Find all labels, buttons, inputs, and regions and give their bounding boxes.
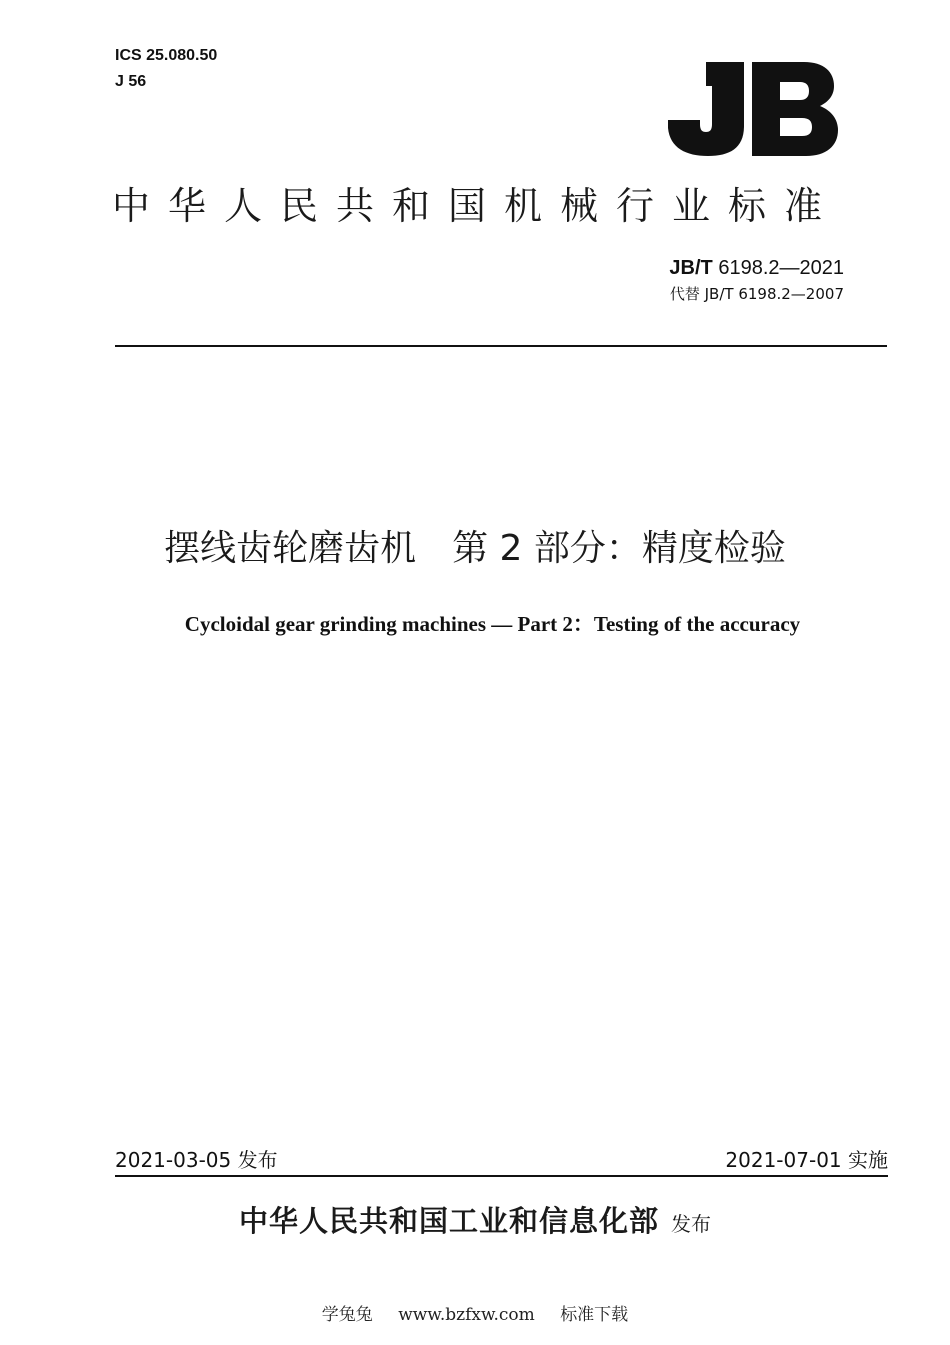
implementation-date: 2021-07-01 实施 <box>725 1148 888 1172</box>
publisher-suffix: 发布 <box>671 1212 711 1236</box>
jb-logo-graphic <box>664 44 844 164</box>
top-divider <box>115 345 887 347</box>
standard-number-value: 6198.2—2021 <box>712 257 844 279</box>
watermark <box>0 1303 950 1327</box>
watermark-url[interactable]: www.bzfxw.com <box>398 1305 535 1325</box>
publisher-name: 中华人民共和国工业和信息化部 <box>238 1204 659 1238</box>
classification-code: J 56 <box>115 73 147 90</box>
issue-date: 2021-03-05 发布 <box>115 1148 278 1172</box>
watermark-site-name: 学兔兔 <box>321 1305 373 1325</box>
jb-logo <box>664 44 844 164</box>
publisher <box>0 1200 950 1245</box>
organization-title: 中华人民共和国机械行业标准 <box>112 184 841 228</box>
ics-code: ICS 25.080.50 <box>115 47 218 64</box>
standard-number <box>669 255 844 281</box>
bottom-divider <box>115 1175 888 1177</box>
title-chinese: 摆线齿轮磨齿机 第 2 部分：精度检验 <box>164 528 786 569</box>
watermark-slogan: 标准下载 <box>560 1305 629 1325</box>
title-english: Cycloidal gear grinding machines — Part 2：Testing of the accuracy <box>184 612 801 636</box>
standard-number-prefix: JB/T <box>669 257 713 279</box>
replaces-standard: 代替 JB/T 6198.2—2007 <box>669 285 844 303</box>
